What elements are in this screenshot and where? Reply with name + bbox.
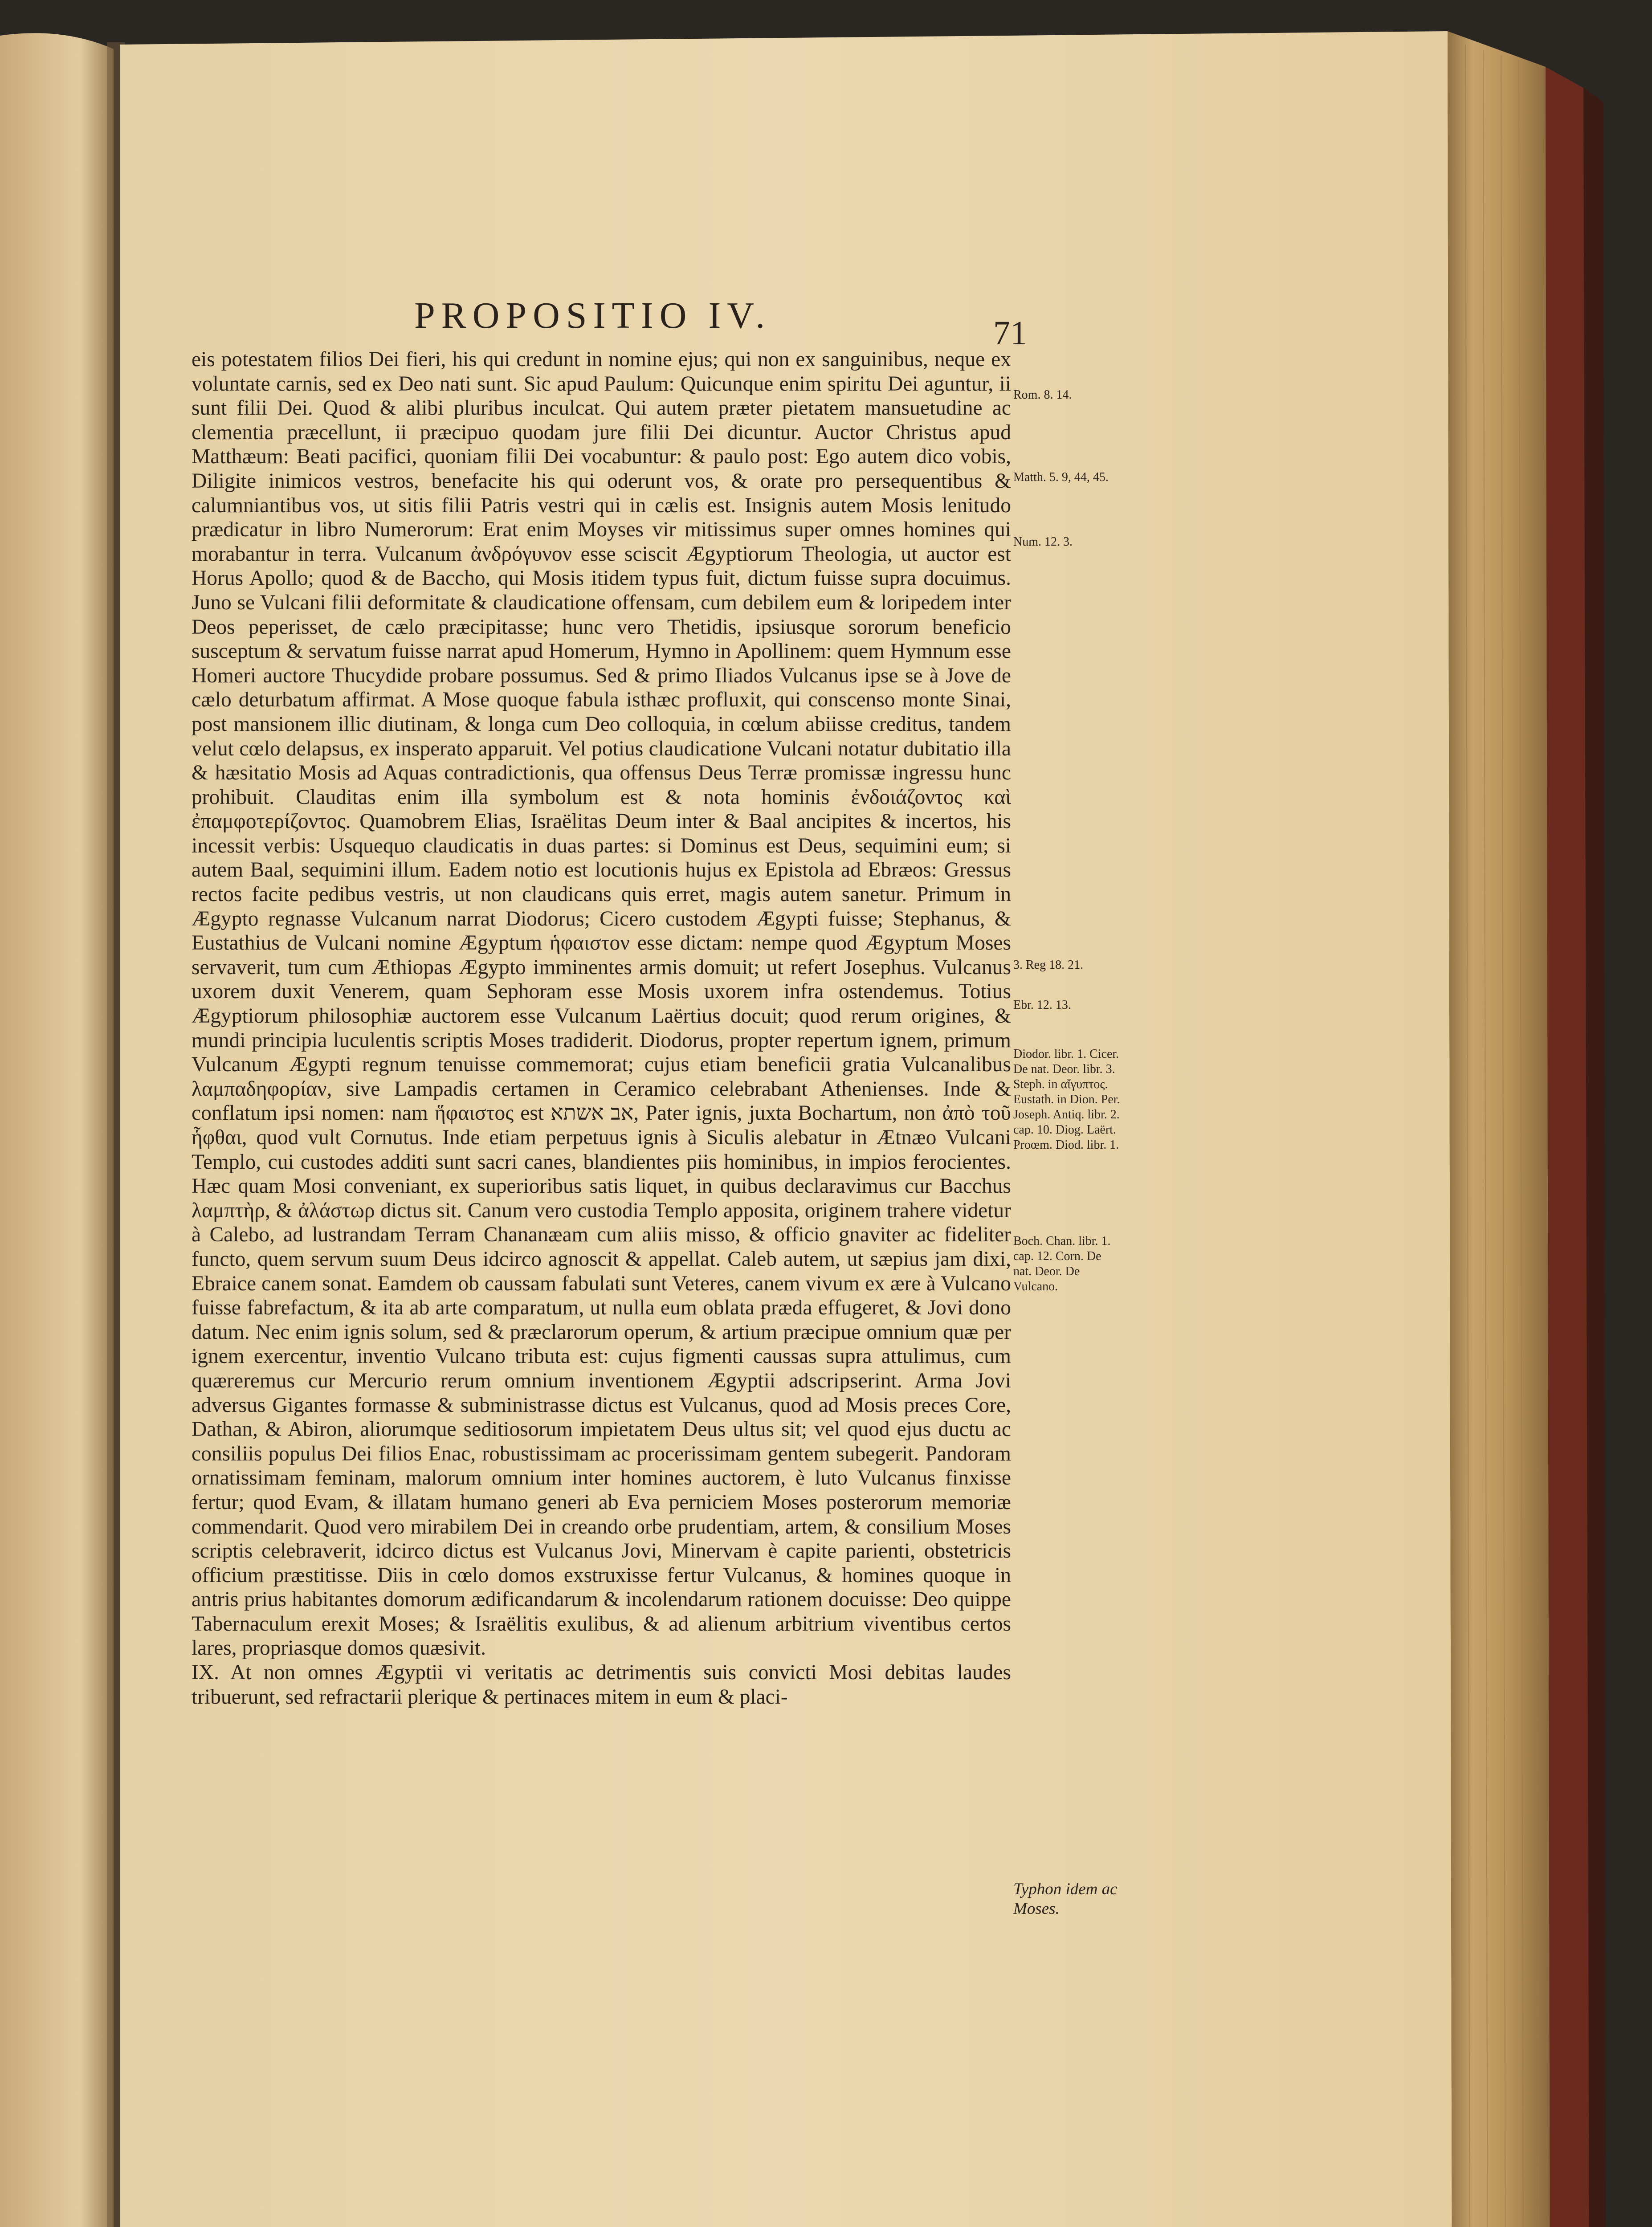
margin-note: Boch. Chan. libr. 1. cap. 12. Corn. De nat. Deor. De Vulcano. <box>1013 1234 1111 1293</box>
margin-note: Matth. 5. 9, 44, 45. <box>1013 470 1109 484</box>
margin-note: Ebr. 12. 13. <box>1013 998 1071 1012</box>
margin-note-section: Typhon idem ac Moses. <box>1013 1880 1118 1918</box>
margin-note: Rom. 8. 14. <box>1013 388 1072 402</box>
margin-note: Num. 12. 3. <box>1013 535 1073 549</box>
margin-note: 3. Reg 18. 21. <box>1013 958 1084 972</box>
paragraph: eis potestatem filios Dei fieri, his qui credunt in nomine ejus; qui non ex sanguinibus, neque ex voluntate carnis, sed ex Deo nati sunt. Sic apud Paulum: Quicunque enim spiritu Dei aguntur, ii sunt filii Dei. Quod & alibi pluribus inculcat. Qui autem præter pietatem mansuetudine ac clementia præcellunt, ii præcipuo quodam jure filii Dei dicuntur. Auctor Christus apud Matthæum: Beati pacifici, quoniam filii Dei vocabuntur: & paulo post: Ego autem dico vobis, Diligite inimicos vestros, benefacite his qui oderunt vos, & orate pro persequentibus & calumniantibus vos, ut sitis filii Patris vestri qui in cælis est. Insignis autem Mosis lenitudo prædicatur in libro Numerorum: Erat enim Moyses vir mitissimus super omnes homines qui morabantur in terra. Vulcanum ἀνδρόγυνον esse sciscit Ægyptiorum Theologia, ut auctor est Horus Apollo; quod & de Baccho, qui Mosis itidem typus fuit, dictum fuisse supra docuimus. Juno se Vulcani filii deformitate & claudicatione offensam, cum debilem eum & loripedem inter Deos peperisset, de cælo præcipitasse; hunc vero Thetidis, ipsiusque sororum beneficio susceptum & servatum fuisse narrat apud Homerum, Hymno in Apollinem: quem Hymnum esse Homeri auctore Thucydide probare possumus. Sed & primo Iliados Vulcanus ipse se à Jove de cælo deturbatum affirmat. A Mose quoque fabula isthæc profluxit, qui conscenso monte Sinai, post mansionem illic diutinam, & longa cum Deo colloquia, in cœlum abiisse creditus, tandem velut cœlo delapsus, ex insperato apparuit. Vel potius claudicatione Vulcani notatur dubitatio illa & hæsitatio Mosis ad Aquas contradictionis, qua offensus Deus Terræ promissæ ingressu hunc prohibuit. Clauditas enim illa symbolum est & nota hominis ἐνδοιάζοντος καὶ ἐπαμφοτερίζοντος. Quamobrem Elias, Israëlitas Deum inter & Baal ancipites & incertos, his incessit verbis: Usquequo claudicatis in duas partes: si Dominus est Deus, sequimini eum; si autem Baal, sequimini illum. Eadem notio est locutionis hujus ex Epistola ad Ebræos: Gressus rectos facite pedibus vestris, ut non claudicans quis erret, magis autem sanetur. Primum in Ægypto regnasse Vulcanum narrat Diodorus; Cicero custodem Ægypti fuisse; Stephanus, & Eustathius de Vulcani nomine Ægyptum ἡφαιστον esse dictam: nempe quod Ægyptum Moses servaverit, tum cum Æthiopas Ægypto imminentes armis domuit; ut refert Josephus. Vulcanus uxorem duxit Venerem, quam Sephoram esse Mosis uxorem infra ostendemus. Totius Ægyptiorum philosophiæ auctorem esse Vulcanum Laërtius docuit; quod rerum origines, & mundi principia luculentis scriptis Moses tradiderit. Diodorus, propter repertum ignem, primum Vulcanum Ægypti regnum tenuisse commemorat; cujus etiam beneficii gratia Vulcanalibus λαμπαδηφορίαν, sive Lampadis certamen in Ceramico celebrabant Athenienses. Inde & conflatum ipsi nomen: nam ἥφαιστος est אב אשתא, Pater ignis, juxta Bochartum, non ἀπὸ τοῦ ἧφθαι, quod vult Cornutus. Inde etiam perpetuus ignis à Siculis alebatur in Ætnæo Vulcani Templo, cui custodes additi sunt sacri canes, blandientes piis hominibus, in impios ferocientes. Hæc quam Mosi conveniant, ex superioribus satis liquet, in quibus declaravimus cur Bacchus λαμπτὴρ, & ἀλάστωρ dictus sit. Canum vero custodia Templo apposita, originem trahere videtur à Calebo, ad lustrandam Terram Chananæam cum aliis misso, & officio gnaviter ac fideliter functo, quem servum suum Deus idcirco agnoscit & appellat. Caleb autem, ut sæpius jam dixi, Ebraice canem sonat. Eamdem ob caussam fabulati sunt Veteres, canem vivum ex ære à Vulcano fuisse fabrefactum, & ita ab arte comparatum, ut nulla eum oblata præda effugeret, & Jovi dono datum. Nec enim ignis solum, sed & præclarorum operum, & artium præcipue omnium quæ per ignem exercentur, inventio Vulcano tributa est: cujus figmenti caussas supra attulimus, cum quæreremus cur Mercurio rerum omnium inventionem Ægyptii adscripserint. Arma Jovi adversus Gigantes formasse & subministrasse dictus est Vulcanus, quod ad Mosis preces Core, Dathan, & Abiron, aliorumque seditiosorum impietatem Deus ultus sit; vel quod ejus ductu ac consiliis populus Dei filios Enac, robustissimam ac procerissimam gentem subegerit. Pandoram ornatissimam feminam, malorum omnium inter homines auctorem, è luto Vulcanus finxisse fertur; quod Evam, & illatam humano generi ab Eva perniciem Moses posterorum memoriæ commendarit. Quod vero mirabilem Dei in creando orbe prudentiam, artem, & consilium Moses scriptis celebraverit, idcirco dictus est Vulcanus Jovi, Minervam è capite parienti, obstetricis officium præstitisse. Diis in cœlo domos exstruxisse fertur Vulcanus, & homines quoque in antris prius habitantes domorum ædificandarum & incolendarum rationem docuisse: Deo quippe Tabernaculum erexit Moses; & Israëlitis exulibus, & ad alienum arbitrium viventibus certos lares, propriasque domos quæsivit. <box>192 348 1011 1660</box>
margin-note: Diodor. libr. 1. Cicer. De nat. Deor. libr. 3. Steph. in αἴγυπτος. Eustath. in Dion. Per. Joseph. Antiq. libr. 2. cap. 10. Diog. Laërt. Proœm. Diod. libr. 1. <box>1013 1047 1120 1152</box>
running-head: PROPOSITIO IV. <box>414 295 771 336</box>
paragraph-section-ix: IX. At non omnes Ægyptii vi veritatis ac detrimentis suis convicti Mosi debitas laudes tribuerunt, sed refractarii plerique & pertinaces mitem in eum & placi- <box>192 1661 1011 1709</box>
body-text <box>192 347 1011 1709</box>
book-page <box>27 27 1452 2227</box>
page-number: 71 <box>993 314 1027 352</box>
